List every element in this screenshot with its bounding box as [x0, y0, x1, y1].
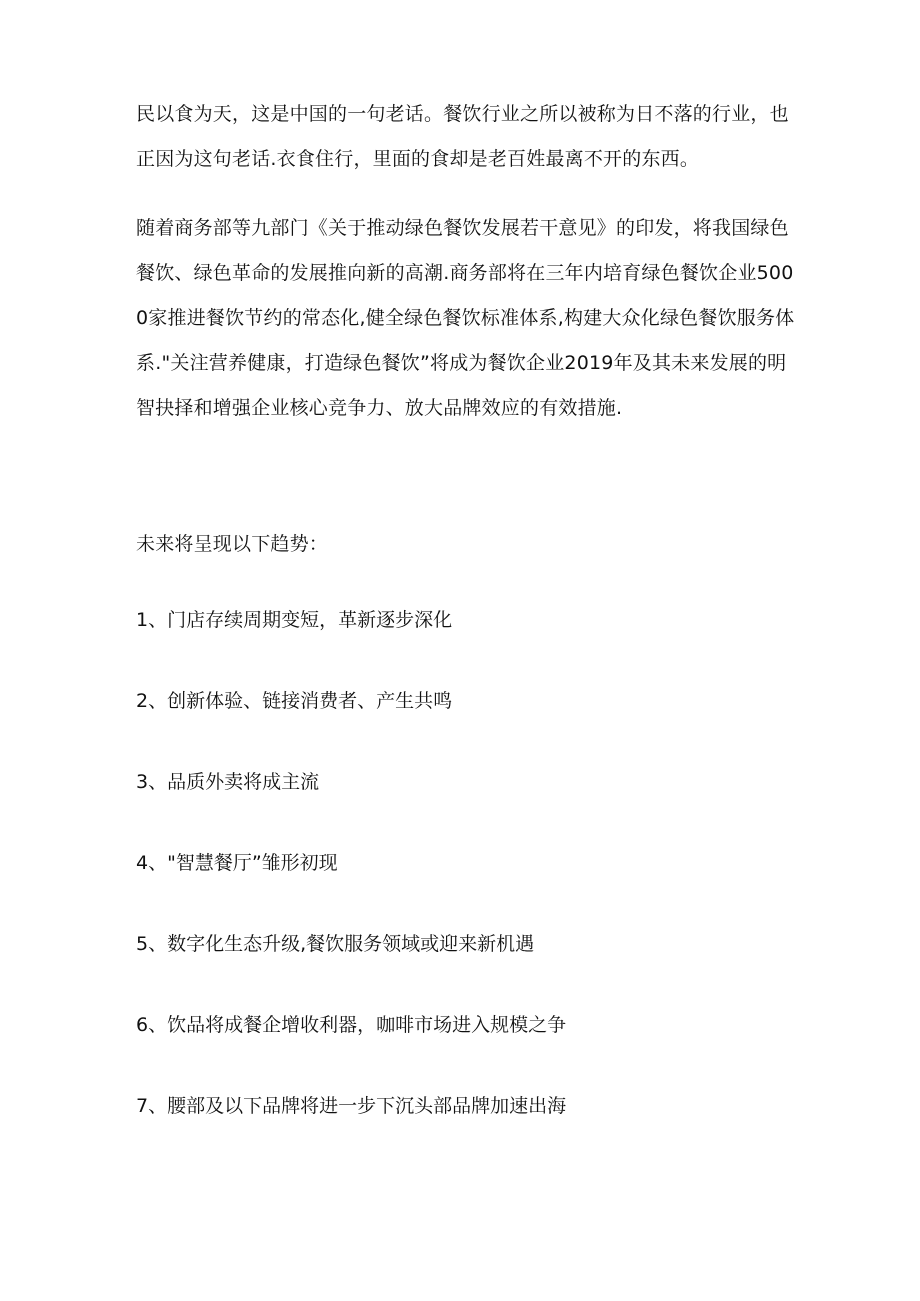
trends-heading: 未来将呈现以下趋势： — [136, 533, 329, 555]
trend-item-7: 7、腰部及以下品牌将进一步下沉头部品牌加速出海 — [136, 1095, 567, 1117]
policy-paragraph: 随着商务部等九部门《关于推动绿色餐饮发展若干意见》的印发，将我国绿色餐饮、绿色革命的发展推向新的高潮.商务部将在三年内培育绿色餐饮企业5000家推进餐饮节约的常态化,健全绿色餐饮标准体系,构建大众化绿色餐饮服务体系."关注营养健康，打造绿色餐饮”将成为餐饮企业2019年及其未来发展的明智抉择和增强企业核心竞争力、放大品牌效应的有效措施. — [136, 217, 795, 419]
trend-item-3: 3、品质外卖将成主流 — [136, 771, 320, 793]
trend-item-1: 1、门店存续周期变短，革新逐步深化 — [136, 609, 453, 631]
trend-item-5: 5、数字化生态升级,餐饮服务领域或迎来新机遇 — [136, 933, 535, 955]
trend-item-6: 6、饮品将成餐企增收利器，咖啡市场进入规模之争 — [136, 1014, 567, 1036]
intro-paragraph: 民以食为天，这是中国的一句老话。餐饮行业之所以被称为日不落的行业，也正因为这句老话.衣食住行，里面的食却是老百姓最离不开的东西。 — [136, 103, 789, 170]
trend-item-4: 4、"智慧餐厅”雏形初现 — [136, 852, 338, 874]
trend-item-2: 2、创新体验、链接消费者、产生共鸣 — [136, 690, 453, 712]
